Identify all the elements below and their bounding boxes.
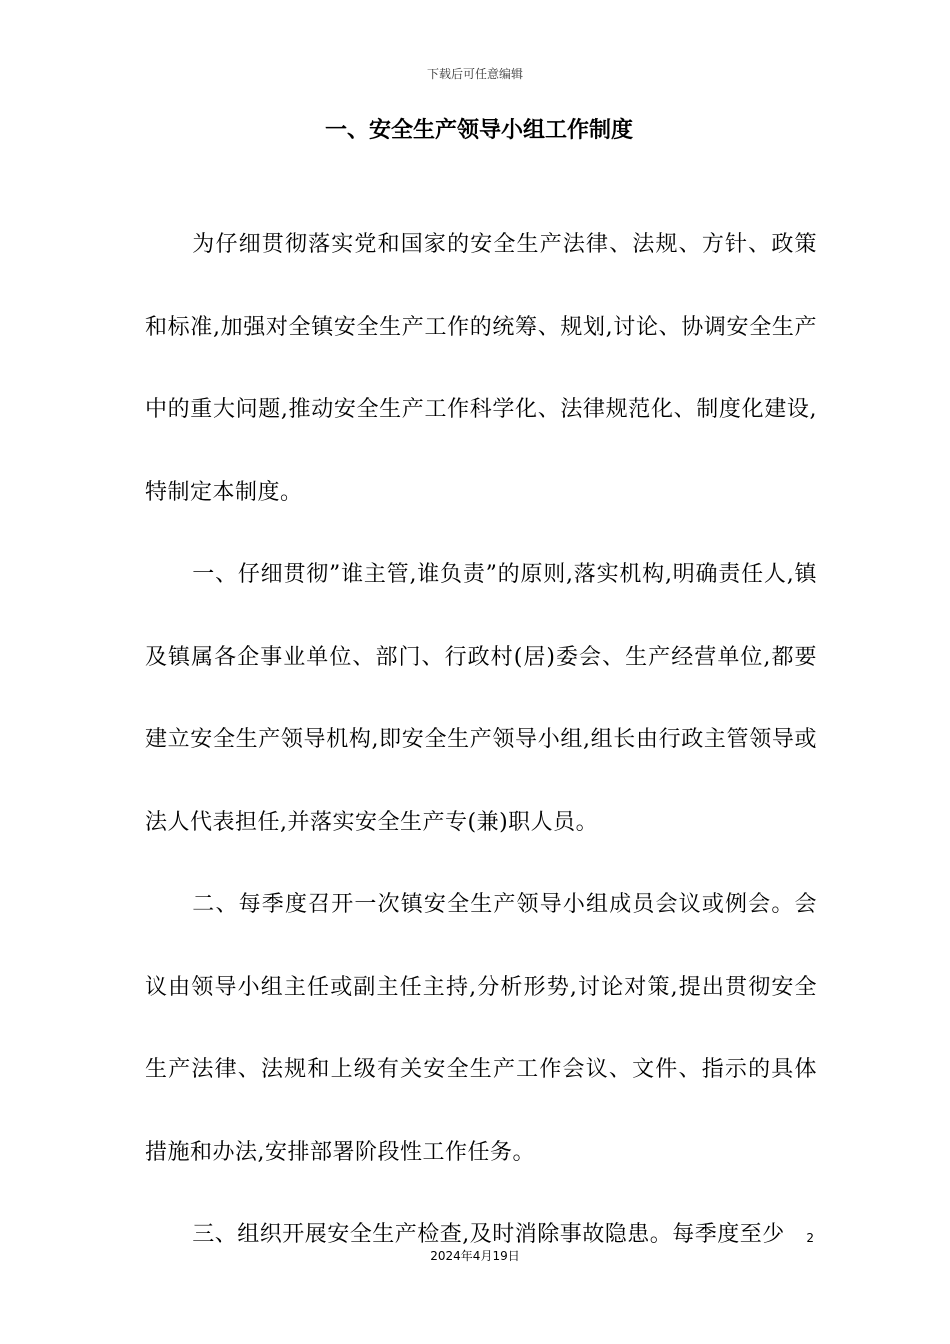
document-title: 一、安全生产领导小组工作制度	[324, 118, 633, 143]
document-body	[145, 204, 817, 1277]
paragraph-item-3: 三、组织开展安全生产检查,及时消除事故隐患。每季度至少	[192, 1222, 785, 1247]
header-note: 下载后可任意编辑	[426, 67, 523, 81]
paragraph-item-2: 二、每季度召开一次镇安全生产领导小组成员会议或例会。会议由领导小组主任或副主任主持,分析形势,讨论对策,提出贯彻安全生产法律、法规和上级有关安全生产工作会议、文件、指示的具体措施和办法,安排部署阶段性工作任务。	[145, 892, 817, 1165]
paragraph-item-1: 一、仔细贯彻”谁主管,谁负责”的原则,落实机构,明确责任人,镇及镇属各企事业单位、部门、行政村(居)委会、生产经营单位,都要建立安全生产领导机构,即安全生产领导小组,组长由行政主管领导或法人代表担任,并落实安全生产专(兼)职人员。	[145, 562, 817, 835]
page-number: 2	[806, 1231, 814, 1245]
footer-date: 2024年4月19日	[430, 1249, 520, 1263]
paragraph-intro: 为仔细贯彻落实党和国家的安全生产法律、法规、方针、政策和标准,加强对全镇安全生产工作的统筹、规划,讨论、协调安全生产中的重大问题,推动安全生产工作科学化、法律规范化、制度化建设,特制定本制度。	[145, 232, 817, 505]
